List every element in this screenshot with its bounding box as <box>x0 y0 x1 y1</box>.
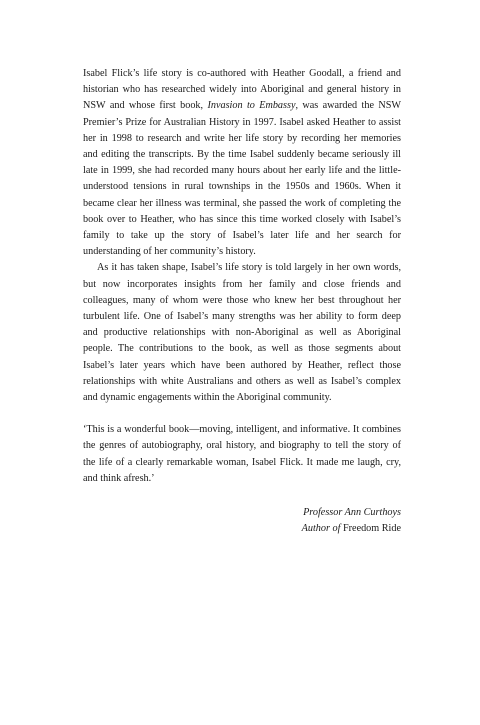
book-title-invasion-to-embassy: Invasion to Embassy <box>207 100 296 112</box>
review-quote: ‘This is a wonderful book—moving, intelligent, and informative. It combines the genres of autobiography, oral history, and biography to tell the story of the life of a clearly remarkable woman, Isabel Flick. It made me laugh, cry, and think afresh.’ <box>83 424 401 484</box>
attribution-role-prefix: Author of <box>301 523 343 535</box>
quote-attribution <box>83 505 401 537</box>
blurb-p1-text-b: , was awarded the NSW Premier’s Prize for Australian History in 1997. Isabel asked Heather to assist her in 1998 to research and write her life story by recording her memories and editing the transcripts. By the time Isabel suddenly became seriously ill late in 1999, she had recorded many hours about her early life and the little-understood tensions in rural townships in the 1950s and 1960s. When it became clear her illness was terminal, she passed the work of completing the book over to Heather, who has since this time worked closely with Isabel’s family to take up the story of Isabel’s later life and her search for understanding of her community’s history. <box>83 100 401 258</box>
blurb-paragraph-1 <box>83 66 401 260</box>
attribution-book-title: Freedom Ride <box>342 523 401 535</box>
attribution-role <box>83 521 401 537</box>
back-cover-text <box>83 66 401 537</box>
attribution-name: Professor Ann Curthoys <box>303 507 401 519</box>
blurb-paragraph-2: As it has taken shape, Isabel’s life story is told largely in her own words, but now incorporates insights from her family and close friends and colleagues, many of whom were those who knew her best throughout her turbulent life. One of Isabel’s many strengths was her ability to form deep and productive relationships with non-Aboriginal as well as Aboriginal people. The contributions to the book, as well as those segments about Isabel’s later years which have been authored by Heather, reflect those relationships with white Australians and others as well as Isabel’s complex and dynamic engagements within the Aboriginal community. <box>83 262 401 404</box>
blurb-p1-text-a: Isabel Flick’s life story is co-authored with Heather Goodall, a friend and historian who has researched widely into Aboriginal and general history in NSW and whose first book, <box>83 68 401 112</box>
